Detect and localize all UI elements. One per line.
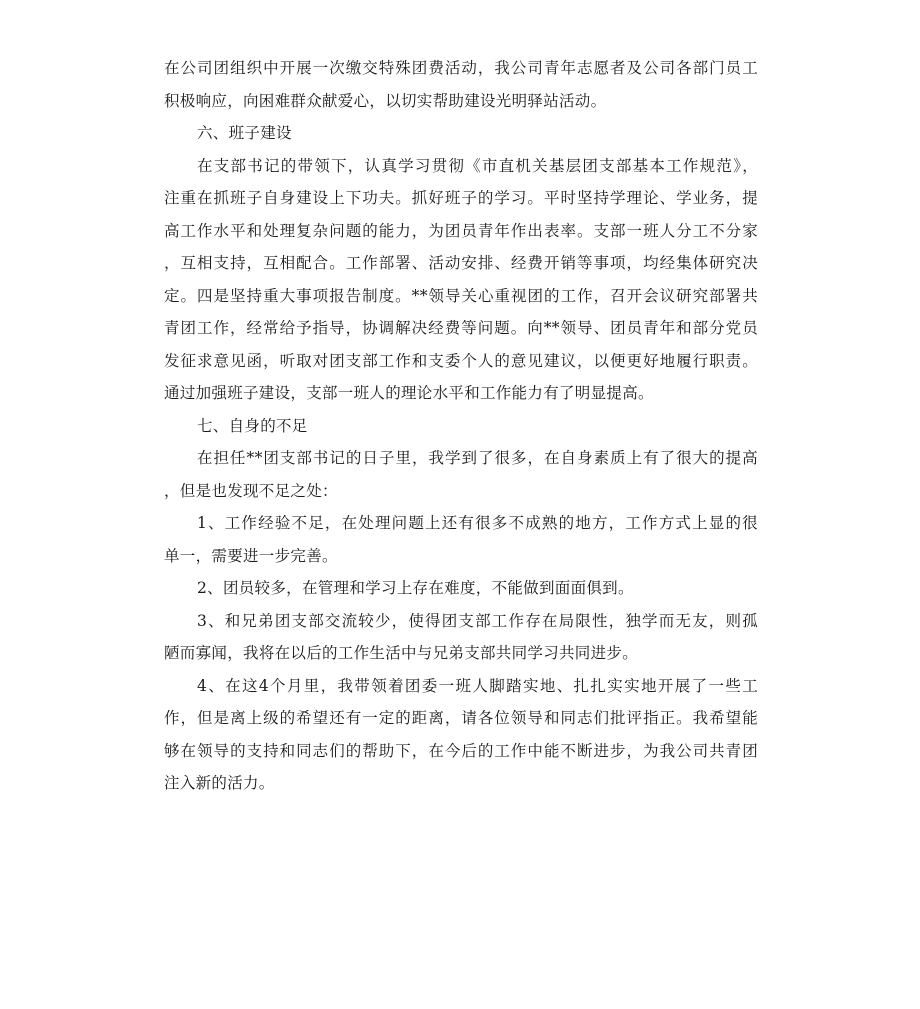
list-item-line: 单一，需要进一步完善。 (164, 546, 338, 565)
list-item-line: 陋而寡闻，我将在以后的工作生活中与兄弟支部共同学习共同进步。 (164, 644, 639, 662)
paragraph-line: ，互相支持，互相配合。工作部署、活动安排、经费开销等事项，均经集体研究决 (164, 254, 758, 272)
paragraph-line: 发征求意见函，听取对团支部工作和支委个人的意见建议，以便更好地履行职责。 (164, 351, 758, 370)
section-heading: 六、班子建设 (197, 124, 292, 142)
list-item-line: 3、和兄弟团支部交流较少，使得团支部工作存在局限性，独学而无友，则孤 (197, 611, 758, 630)
list-item-line: 作，但是离上级的希望还有一定的距离，请各位领导和同志们批评指正。我希望能 (164, 709, 758, 727)
paragraph-line: 青团工作，经常给予指导，协调解决经费等问题。向**领导、团员青年和部分党员 (164, 319, 758, 337)
list-item-line: 够在领导的支持和同志们的帮助下，在今后的工作中能不断进步，为我公司共青团 (164, 741, 758, 760)
paragraph-line: 在担任**团支部书记的日子里，我学到了很多，在自身素质上有了很大的提高 (197, 449, 758, 467)
section-heading: 七、自身的不足 (197, 416, 308, 435)
paragraph-line: 高工作水平和处理复杂问题的能力，为团员青年作出表率。支部一班人分工不分家 (164, 221, 758, 240)
paragraph-line: 通过加强班子建设，支部一班人的理论水平和工作能力有了明显提高。 (164, 384, 654, 402)
list-item-line: 4、在这4个月里，我带领着团委一班人脚踏实地、扎扎实实地开展了一些工 (197, 676, 758, 695)
paragraph-line: 积极响应，向困难群众献爱心，以切实帮助建设光明驿站活动。 (164, 91, 607, 110)
list-item-line: 注入新的活力。 (164, 774, 275, 792)
paragraph-line: ，但是也发现不足之处： (164, 481, 338, 500)
paragraph-line: 注重在抓班子自身建设上下功夫。抓好班子的学习。平时坚持学理论、学业务，提 (164, 189, 758, 207)
paragraph-line: 在公司团组织中开展一次缴交特殊团费活动，我公司青年志愿者及公司各部门员工 (164, 59, 758, 77)
list-item-line: 1、工作经验不足，在处理问题上还有很多不成熟的地方，工作方式上显的很 (197, 514, 758, 532)
paragraph-line: 定。四是坚持重大事项报告制度。**领导关心重视团的工作，召开会议研究部署共 (164, 286, 758, 305)
list-item-line: 2、团员较多，在管理和学习上存在难度，不能做到面面俱到。 (197, 579, 634, 597)
paragraph-line: 在支部书记的带领下，认真学习贯彻《市直机关基层团支部基本工作规范》， (197, 156, 758, 175)
document-page (164, 52, 758, 800)
